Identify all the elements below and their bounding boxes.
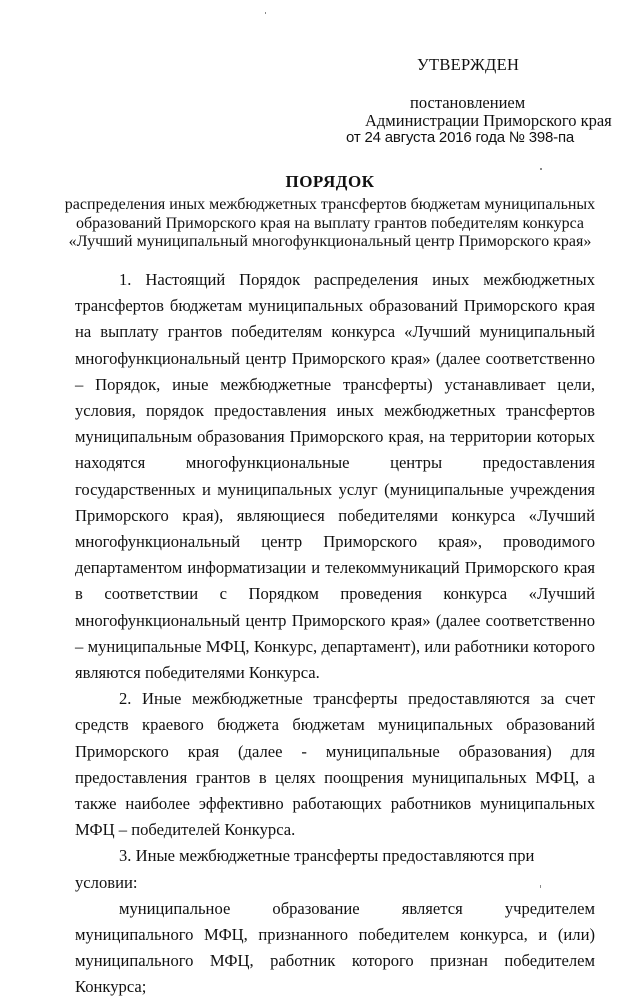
paragraph-1: 1. Настоящий Порядок распределения иных межбюджетных трансфертов бюджетам муниципальных образований Приморского края на выплату грантов победителям конкурса «Лучший муниципальный многофункциональный центр Приморского края» (далее соответственно – Порядок, иные межбюджетные трансферты) устанавливает цели, условия, порядок предоставления иных межбюджетных трансфертов муниципальным образования Приморского края, на территории которых находятся многофункциональные центры предоставления государственных и муниципальных услуг (муниципальные учреждения Приморского края), являющиеся победителями конкурса «Лучший многофункциональный центр Приморского края», проводимого департаментом информатизации и телекоммуникаций Приморского края в соответствии с Порядком проведения конкурса «Лучший многофункциональный центр Приморского края» (далее соответственно – муниципальные МФЦ, Конкурс, департамент), или работники которого являются победителями Конкурса. [75,270,595,683]
scan-speck [540,885,541,888]
paragraph-2: 2. Иные межбюджетные трансферты предоставляются за счет средств краевого бюджета бюджетам муниципальных образований Приморского края (далее - муниципальные образования) для предоставления грантов в целях поощрения муниципальных МФЦ, а также наиболее эффективно работающих работников муниципальных МФЦ – победителей Конкурса. [75,689,595,840]
scan-speck [540,168,542,170]
document-body [75,267,595,1001]
document-heading [60,172,600,252]
paragraph-3: 3. Иные межбюджетные трансферты предоставляются при условии: [75,846,535,892]
document-subtitle-line-1: распределения иных межбюджетных трансфертов бюджетам муниципальных [64,196,596,213]
document-title: ПОРЯДОК [285,172,375,191]
approval-line-date-number: от 24 августа 2016 года № 398-па [346,129,575,146]
approval-line-administration: Администрации Приморского края [365,111,612,130]
paragraph-4: муниципальное образование является учредителем муниципального МФЦ, признанного победителем конкурса, и (или) муниципального МФЦ, работник которого признан победителем Конкурса; [75,898,595,997]
approval-title: УТВЕРЖДЕН [417,55,520,74]
scan-speck [265,12,266,14]
document-subtitle-line-3: «Лучший муниципальный многофункциональный центр Приморского края» [68,233,592,250]
approval-line-resolution: постановлением [410,93,526,112]
document-subtitle-line-2: образований Приморского края на выплату грантов победителям конкурса [76,214,584,232]
